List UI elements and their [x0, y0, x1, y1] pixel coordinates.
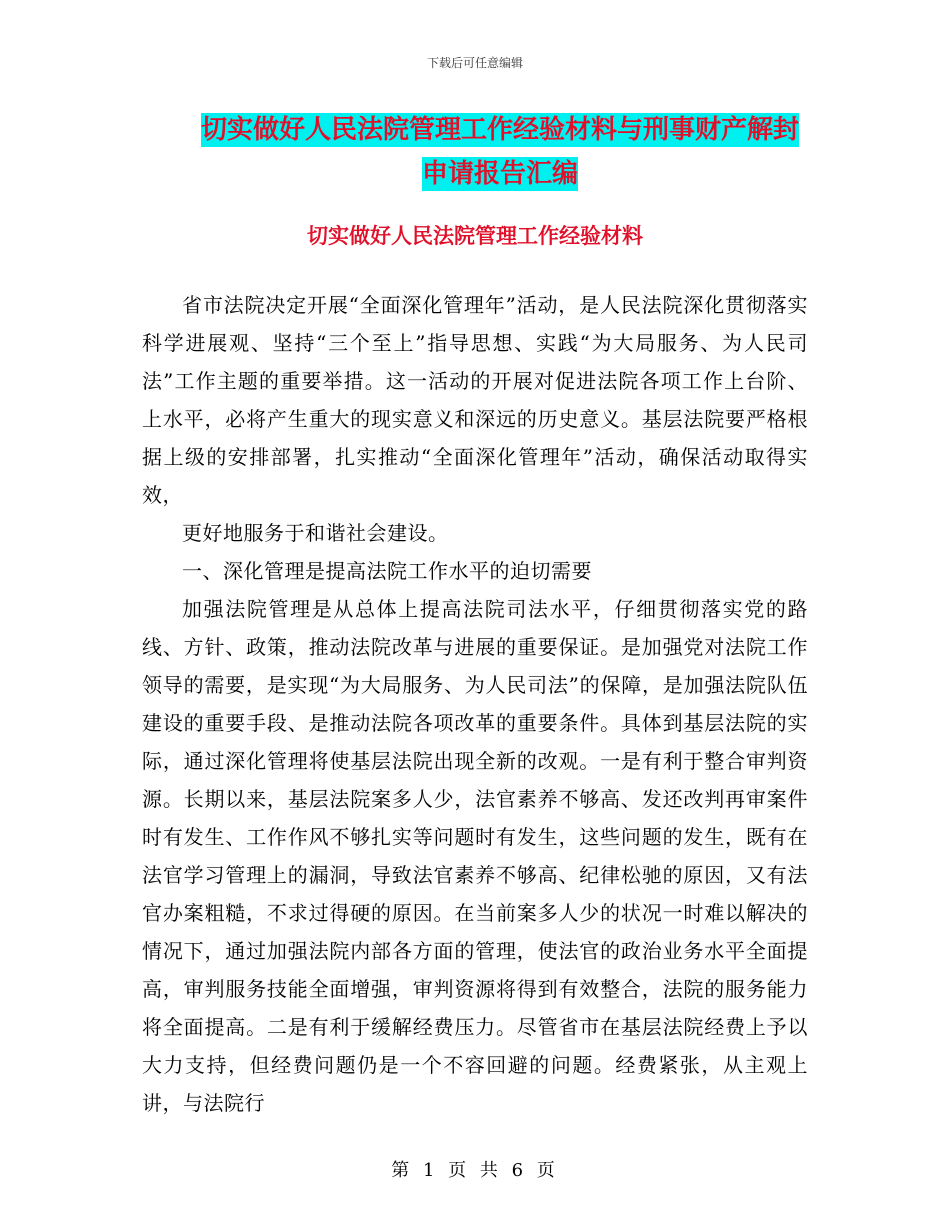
section-title: 切实做好人民法院管理工作经验材料	[307, 223, 643, 248]
paragraph: 省市法院决定开展“全面深化管理年”活动，是人民法院深化贯彻落实科学进展观、坚持“三个至上”指导思想、实践“为大局服务、为人民司法”工作主题的重要举措。这一活动的开展对促进法院各项工作上台阶、上水平，必将产生重大的现实意义和深远的历史意义。基层法院要严格根据上级的安排部署，扎实推动“全面深化管理年”活动，确保活动取得实效，	[142, 293, 808, 507]
document-title-line-2: 申请报告汇编	[421, 159, 578, 189]
document-title	[190, 108, 810, 196]
page-footer: 第 1 页 共 6 页	[391, 1160, 559, 1181]
document-title-line-1: 切实做好人民法院管理工作经验材料与刑事财产解封	[200, 115, 799, 145]
paragraph: 更好地服务于和谐社会建设。	[182, 521, 449, 545]
page-header: 下载后可任意编辑	[426, 56, 523, 70]
body-text	[142, 286, 808, 1122]
paragraph: 加强法院管理是从总体上提高法院司法水平，仔细贯彻落实党的路线、方针、政策，推动法院改革与进展的重要保证。是加强党对法院工作领导的需要，是实现“为大局服务、为人民司法”的保障，是加强法院队伍建设的重要手段、是推动法院各项改革的重要条件。具体到基层法院的实际，通过深化管理将使基层法院出现全新的改观。一是有利于整合审判资源。长期以来，基层法院案多人少，法官素养不够高、发还改判再审案件时有发生、工作作风不够扎实等问题时有发生，这些问题的发生，既有在法官学习管理上的漏洞，导致法官素养不够高、纪律松驰的原因，又有法官办案粗糙，不求过得硬的原因。在当前案多人少的状况一时难以解决的情况下，通过加强法院内部各方面的管理，使法官的政治业务水平全面提高，审判服务技能全面增强，审判资源将得到有效整合，法院的服务能力将全面提高。二是有利于缓解经费压力。尽管省市在基层法院经费上予以大力支持，但经费问题仍是一个不容回避的问题。经费紧张，从主观上讲，与法院行	[142, 597, 808, 1115]
paragraph: 一、深化管理是提高法院工作水平的迫切需要	[182, 559, 592, 583]
